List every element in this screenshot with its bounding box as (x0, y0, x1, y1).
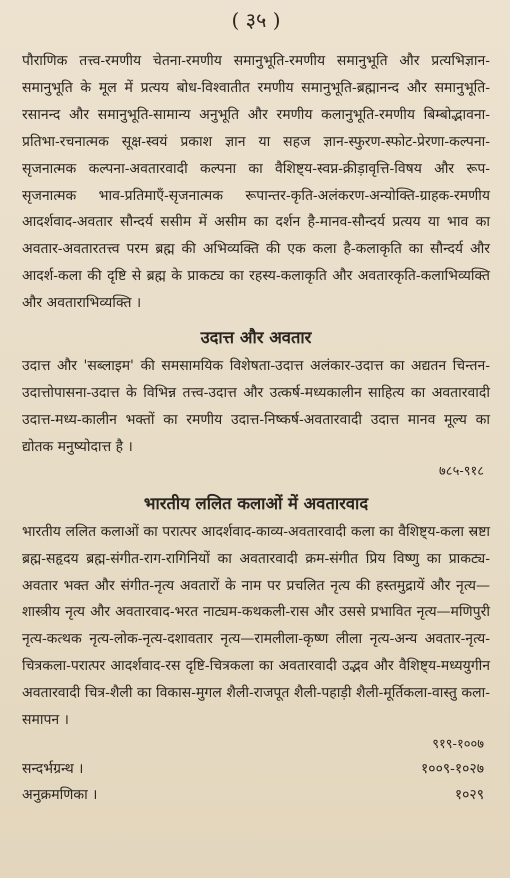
bibliography-pages: १००९-१०२७ (421, 760, 484, 777)
index-label: अनुक्रमणिका । (22, 786, 98, 803)
section-2-pages: ७८५-९१८ (439, 463, 484, 479)
bibliography-entry (22, 756, 490, 782)
section-2-heading: उदात्त और अवतार (200, 328, 312, 348)
section-1-text: पौराणिक तत्त्व-रमणीय चेतना-रमणीय समानुभूति-रमणीय समानुभूति और प्रत्यभिज्ञान-समानुभूति के मूल में प्रत्यय बोध-विश्वातीत रमणीय समानुभूति-ब्रह्मानन्द और समानुभूति-रसानन्द और समानुभूति-सामान्य अनुभूति और रमणीय कलानुभूति-रमणीय बिम्बोद्भावना-प्रतिभा-रचनात्मक सूक्ष-स्वयं प्रकाश ज्ञान या सहज ज्ञान-स्फुरण-स्फोट-प्रेरणा-कल्पना-सृजनात्मक कल्पना-अवतारवादी कल्पना का वैशिष्ट्य-स्वप्न-क्रीड़ावृत्ति-विषय और रूप-सृजनात्मक भाव-प्रतिमाएँ-सृजनात्मक रूपान्तर-कृति-अलंकरण-अन्योक्ति-ग्राहक-रमणीय आदर्शवाद-अवतार सौन्दर्य ससीम में असीम का दर्शन है-मानव-सौन्दर्य प्रत्यय या भाव का अवतार-अवतारतत्त्व परम ब्रह्म की अभिव्यक्ति की एक कला है-कलाकृति का सौन्दर्य और आदर्श-कला की दृष्टि से ब्रह्म के प्राकट्य का रहस्य-कलाकृति और अवतारकृति-कलाभिव्यक्ति और अवताराभिव्यक्ति । (22, 53, 490, 312)
section-2-text: उदात्त और 'सब्लाइम' की समसामयिक विशेषता-उदात्त अलंकार-उदात्त का अद्यतन चिन्तन-उदात्तोपासना-उदात्त के विभिन्न तत्त्व-उदात्त और उत्कर्ष-मध्यकालीन साहित्य का अवतारवादी उदात्त-मध्य-कालीन भक्तों का रमणीय उदात्त-निष्कर्ष-अवतारवादी उदात्त मानव मूल्य का द्योतक मनुष्योदात्त है । (22, 358, 490, 455)
page-number: ( ३५ ) (231, 8, 281, 32)
bibliography-label: सन्दर्भग्रन्थ । (22, 760, 84, 777)
index-pages: १०२९ (454, 786, 484, 803)
section-3-text: भारतीय ललित कलाओं का परात्पर आदर्शवाद-काव्य-अवतारवादी कला का वैशिष्ट्य-कला स्रष्टा ब्रह्म-सहृदय ब्रह्म-संगीत-राग-रागिनियों का अवतारवादी क्रम-संगीत प्रिय विष्णु का प्राकट्य-अवतार भक्त और संगीत-नृत्य अवतारों के नाम पर प्रचलित नृत्य की हस्तमुद्रायें और नृत्य—शास्त्रीय नृत्य और अवतारवाद-भरत नाट्यम-कथकली-रास और उससे प्रभावित नृत्य—मणिपुरी नृत्य-कत्थक नृत्य-लोक-नृत्य-दशावतार नृत्य—रामलीला-कृष्ण लीला नृत्य-अन्य अवतार-नृत्य-चित्रकला-परात्पर आदर्शवाद-रस दृष्टि-चित्रकला का अवतारवादी उद्भव और वैशिष्ट्य-मध्ययुगीन अवतारवादी चित्र-शैली का विकास-मुगल शैली-राजपूत शैली-पहाड़ी शैली-मूर्तिकला-वास्तु कला-समापन । (22, 523, 490, 729)
index-entry (22, 782, 490, 808)
section-3-heading: भारतीय ललित कलाओं में अवतारवाद (143, 493, 369, 513)
section-3-pages: ९१९-१००७ (432, 736, 484, 752)
